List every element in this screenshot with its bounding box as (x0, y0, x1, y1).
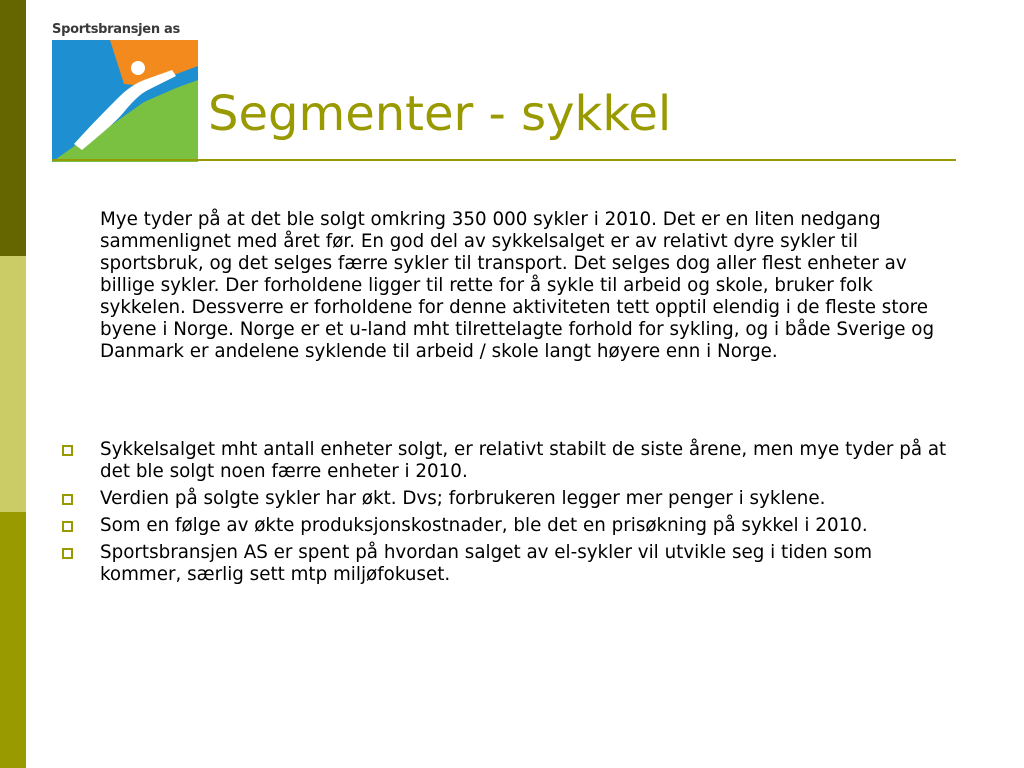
sidebar-stripe-top (0, 0, 26, 256)
slide-title: Segmenter - sykkel (208, 86, 672, 142)
company-logo (52, 22, 198, 162)
bullet-square-icon (62, 494, 73, 505)
bullet-list (62, 439, 958, 591)
intro-paragraph: Mye tyder på at det ble solgt omkring 350 000 sykler i 2010. Det er en liten nedgang sammenlignet med året før. En god del av sykkelsalget er av relativt dyre sykler til sportsbruk, og det selges færre sykler til transport. Det selges dog aller flest enheter av billige sykler. Der forholdene ligger til rette for å sykle til arbeid og skole, bruker folk sykkelen. Dessverre er forholdene for denne aktiviteten tett opptil elendig i de fleste store byene i Norge. Norge er et u-land mht tilrettelagte forhold for sykling, og i både Sverige og Danmark er andelene syklende til arbeid / skole langt høyere enn i Norge. (100, 209, 935, 362)
logo-athlete-icon (52, 40, 198, 162)
bullet-text: Som en følge av økte produksjonskostnader, ble det en prisøkning på sykkel i 2010. (100, 515, 868, 536)
bullet-text: Verdien på solgte sykler har økt. Dvs; forbrukeren legger mer penger i syklene. (100, 488, 826, 509)
bullet-text: Sportsbransjen AS er spent på hvordan salget av el-sykler vil utvikle seg i tiden som kommer, særlig sett mtp miljøfokuset. (100, 542, 873, 585)
bullet-square-icon (62, 548, 73, 559)
logo-wordmark: Sportsbransjen as (52, 22, 180, 37)
sidebar-stripe-bottom (0, 512, 26, 768)
bullet-square-icon (62, 521, 73, 532)
list-item (62, 439, 958, 483)
bullet-square-icon (62, 445, 73, 456)
list-item (62, 542, 958, 586)
sidebar-stripe-middle (0, 256, 26, 512)
list-item (62, 488, 958, 510)
list-item (62, 515, 958, 537)
title-underline (52, 159, 956, 161)
bullet-text: Sykkelsalget mht antall enheter solgt, er relativt stabilt de siste årene, men mye tyder på at det ble solgt noen færre enheter i 2010. (100, 439, 947, 482)
